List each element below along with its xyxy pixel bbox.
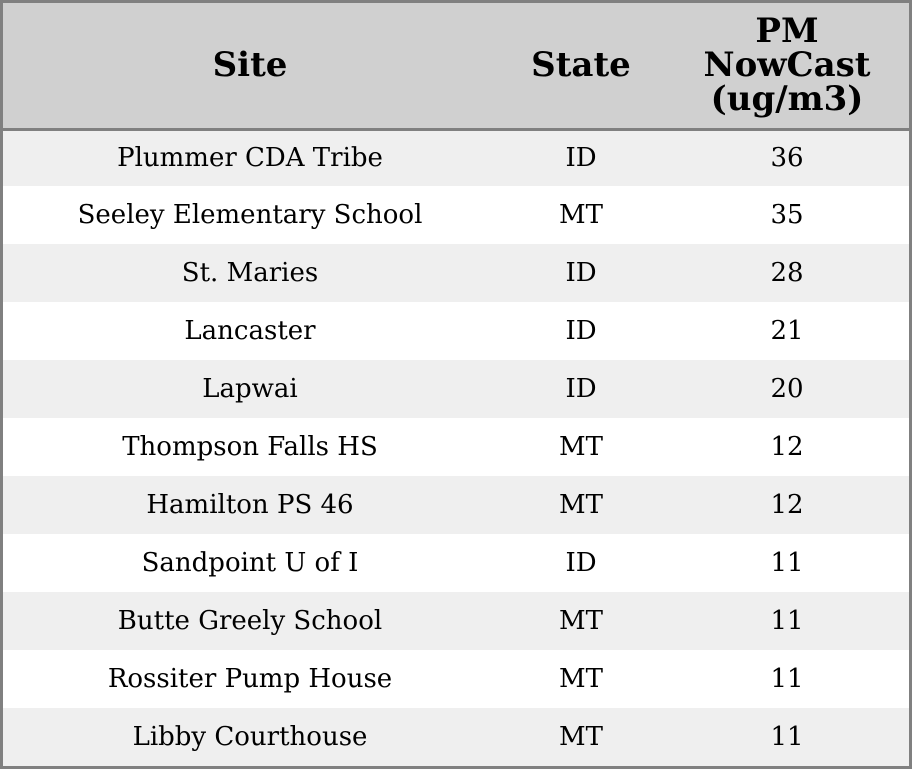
cell-site: Lapwai [202, 374, 298, 404]
table-row [3, 360, 909, 418]
cell-pm-value: 20 [770, 374, 804, 404]
header-value-line-2: NowCast [703, 45, 871, 86]
header-row [3, 3, 909, 129]
cell-pm-value: 11 [770, 722, 804, 752]
cell-pm-value: 12 [770, 432, 804, 462]
cell-state: ID [565, 143, 597, 174]
cell-state: MT [559, 200, 603, 230]
table-header [3, 3, 909, 129]
cell-site: Seeley Elementary School [77, 200, 423, 230]
header-value-line-3: (ug/m3) [710, 79, 864, 120]
table-row [3, 650, 909, 708]
cell-state: ID [565, 548, 597, 578]
cell-state: MT [559, 606, 603, 636]
cell-state: MT [559, 432, 603, 462]
table-row [3, 592, 909, 650]
header-value-line-1: PM [755, 11, 819, 52]
cell-site: St. Maries [181, 258, 319, 288]
table-row [3, 302, 909, 360]
cell-site: Hamilton PS 46 [146, 490, 354, 520]
cell-site: Lancaster [184, 316, 316, 346]
cell-pm-value: 11 [770, 548, 804, 578]
cell-site: Plummer CDA Tribe [117, 143, 383, 174]
header-site-line: Site [212, 45, 288, 86]
table-row [3, 129, 909, 186]
header-state [497, 3, 665, 129]
table-body [3, 129, 909, 766]
cell-pm-value: 21 [770, 316, 804, 346]
table-row [3, 476, 909, 534]
header-state-line: State [531, 45, 631, 86]
cell-state: MT [559, 490, 603, 520]
table-row [3, 186, 909, 244]
cell-state: MT [559, 722, 603, 752]
header-site [3, 3, 497, 129]
cell-pm-value: 12 [770, 490, 804, 520]
cell-state: ID [565, 374, 597, 404]
cell-state: ID [565, 258, 597, 288]
cell-site: Butte Greely School [117, 606, 383, 636]
table-row [3, 244, 909, 302]
cell-site: Rossiter Pump House [107, 664, 393, 694]
cell-pm-value: 28 [770, 258, 804, 288]
cell-state: ID [565, 316, 597, 346]
cell-pm-value: 36 [770, 143, 804, 174]
table-row [3, 708, 909, 766]
cell-site: Sandpoint U of I [141, 548, 359, 578]
cell-pm-value: 35 [770, 200, 804, 230]
pm-nowcast-table [3, 3, 909, 766]
table-row [3, 534, 909, 592]
cell-pm-value: 11 [770, 606, 804, 636]
table-row [3, 418, 909, 476]
cell-pm-value: 11 [770, 664, 804, 694]
cell-site: Libby Courthouse [132, 722, 368, 752]
header-pm-nowcast [665, 3, 909, 129]
cell-site: Thompson Falls HS [122, 432, 378, 462]
cell-state: MT [559, 664, 603, 694]
